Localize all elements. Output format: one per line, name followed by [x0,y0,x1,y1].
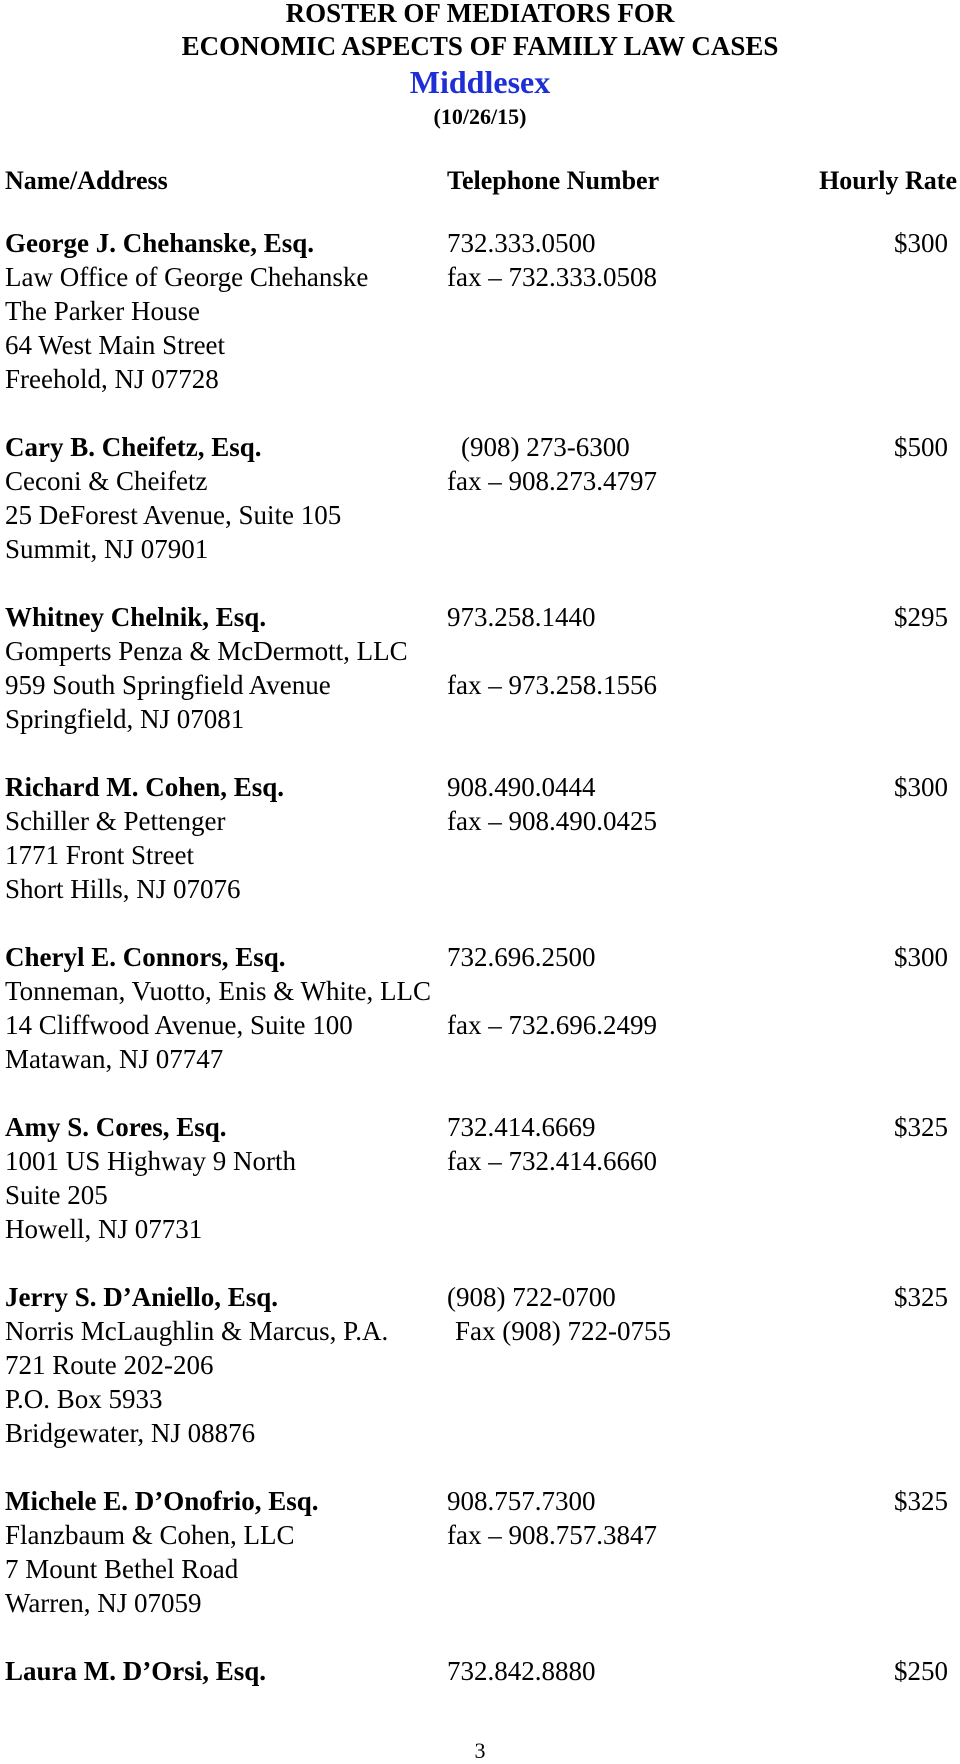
mediator-entry [0,600,960,736]
mediator-address-line: P.O. Box 5933 [5,1384,163,1414]
mediator-telephone: 732.696.2500 [447,942,596,972]
mediator-address-row [0,498,960,532]
page-number: 3 [474,1738,486,1763]
mediator-address-line: The Parker House [5,296,200,326]
mediator-address-row [0,872,960,906]
mediator-address-line: 1001 US Highway 9 North [5,1146,296,1176]
mediator-address-row [0,1008,960,1042]
mediator-entry [0,430,960,566]
mediator-address-line: 1771 Front Street [5,840,194,870]
mediator-address-row [0,634,960,668]
mediator-name: George J. Chehanske, Esq. [5,228,315,258]
mediator-name: Amy S. Cores, Esq. [5,1112,227,1142]
mediator-fax: fax – 908.273.4797 [447,466,657,496]
mediator-entry-header-row [0,600,960,634]
mediator-hourly-rate: $500 [894,432,948,462]
mediator-address-row [0,532,960,566]
mediator-telephone: 732.414.6669 [447,1112,596,1142]
mediator-entry [0,770,960,906]
mediator-telephone: 908.757.7300 [447,1486,596,1516]
mediator-fax: fax – 732.333.0508 [447,262,657,292]
mediator-address-row [0,1416,960,1450]
mediator-address-line: 721 Route 202-206 [5,1350,214,1380]
mediator-address-line: Gomperts Penza & McDermott, LLC [5,636,408,666]
county-name: Middlesex [409,64,551,100]
mediator-address-row [0,1314,960,1348]
mediator-address-line: Suite 205 [5,1180,108,1210]
mediator-name: Cheryl E. Connors, Esq. [5,942,286,972]
mediator-address-line: Howell, NJ 07731 [5,1214,203,1244]
mediator-hourly-rate: $325 [894,1486,948,1516]
mediator-address-line: 64 West Main Street [5,330,226,360]
mediator-name: Laura M. D’Orsi, Esq. [5,1656,267,1686]
mediator-entry-header-row [0,226,960,260]
mediator-address-row [0,1348,960,1382]
mediator-address-row [0,702,960,736]
mediator-entry-header-row [0,430,960,464]
mediator-fax: fax – 732.696.2499 [447,1010,657,1040]
mediator-address-line: Ceconi & Cheifetz [5,466,208,496]
column-header-hourly-rate: Hourly Rate [819,166,957,195]
mediator-hourly-rate: $300 [894,772,948,802]
mediator-telephone: 732.333.0500 [447,228,596,258]
mediator-fax: fax – 973.258.1556 [447,670,657,700]
mediator-name: Richard M. Cohen, Esq. [5,772,285,802]
mediator-entry-header-row [0,770,960,804]
mediator-address-row [0,362,960,396]
mediator-address-line: Flanzbaum & Cohen, LLC [5,1520,295,1550]
mediator-address-row [0,838,960,872]
mediator-telephone: 732.842.8880 [447,1656,596,1686]
mediator-entry-header-row [0,1110,960,1144]
mediator-telephone: (908) 722-0700 [447,1282,616,1312]
mediator-address-row [0,1212,960,1246]
mediator-entry [0,226,960,396]
mediator-entry [0,940,960,1076]
roster-title-line-1: ROSTER OF MEDIATORS FOR [285,0,675,28]
mediator-address-line: Schiller & Pettenger [5,806,226,836]
mediator-list [0,226,960,1722]
mediator-entry [0,1280,960,1450]
mediator-entry-header-row [0,1654,960,1688]
mediator-hourly-rate: $250 [894,1656,948,1686]
mediator-fax: fax – 908.490.0425 [447,806,657,836]
mediator-address-line: 14 Cliffwood Avenue, Suite 100 [5,1010,353,1040]
mediator-address-row [0,668,960,702]
mediator-telephone: 908.490.0444 [447,772,596,802]
mediator-address-line: 7 Mount Bethel Road [5,1554,239,1584]
mediator-fax: fax – 908.757.3847 [447,1520,657,1550]
mediator-entry [0,1484,960,1620]
mediator-telephone: 973.258.1440 [447,602,596,632]
column-header-telephone: Telephone Number [447,166,660,195]
mediator-hourly-rate: $325 [894,1282,948,1312]
mediator-hourly-rate: $295 [894,602,948,632]
mediator-address-row [0,464,960,498]
mediator-address-line: Tonneman, Vuotto, Enis & White, LLC [5,976,431,1006]
mediator-address-row [0,1144,960,1178]
mediator-entry-header-row [0,940,960,974]
mediator-address-row [0,328,960,362]
mediator-fax: fax – 732.414.6660 [447,1146,657,1176]
mediator-hourly-rate: $300 [894,228,948,258]
mediator-address-line: Norris McLaughlin & Marcus, P.A. [5,1316,389,1346]
mediator-address-line: 25 DeForest Avenue, Suite 105 [5,500,342,530]
mediator-telephone: (908) 273-6300 [461,432,630,462]
roster-date: (10/26/15) [433,104,527,129]
mediator-address-line: Short Hills, NJ 07076 [5,874,241,904]
mediator-address-line: Law Office of George Chehanske [5,262,369,292]
mediator-address-row [0,1552,960,1586]
mediator-name: Jerry S. D’Aniello, Esq. [5,1282,278,1312]
mediator-entry [0,1110,960,1246]
mediator-hourly-rate: $300 [894,942,948,972]
mediator-address-row [0,1518,960,1552]
mediator-address-line: Bridgewater, NJ 08876 [5,1418,256,1448]
mediator-address-line: Summit, NJ 07901 [5,534,209,564]
mediator-address-row [0,260,960,294]
mediator-name: Whitney Chelnik, Esq. [5,602,267,632]
mediator-address-line: Warren, NJ 07059 [5,1588,202,1618]
mediator-entry [0,1654,960,1688]
mediator-address-row [0,1042,960,1076]
mediator-entry-header-row [0,1280,960,1314]
roster-title-line-2: ECONOMIC ASPECTS OF FAMILY LAW CASES [181,31,779,61]
mediator-address-line: Matawan, NJ 07747 [5,1044,224,1074]
mediator-fax: Fax (908) 722-0755 [455,1316,671,1346]
mediator-address-row [0,1382,960,1416]
mediator-address-row [0,1178,960,1212]
mediator-entry-header-row [0,1484,960,1518]
mediator-hourly-rate: $325 [894,1112,948,1142]
column-header-name-address: Name/Address [5,166,168,195]
mediator-address-line: Springfield, NJ 07081 [5,704,245,734]
mediator-address-row [0,294,960,328]
mediator-address-row [0,1586,960,1620]
mediator-address-row [0,804,960,838]
mediator-address-line: Freehold, NJ 07728 [5,364,219,394]
mediator-address-row [0,974,960,1008]
mediator-address-line: 959 South Springfield Avenue [5,670,331,700]
mediator-name: Cary B. Cheifetz, Esq. [5,432,262,462]
mediator-name: Michele E. D’Onofrio, Esq. [5,1486,319,1516]
